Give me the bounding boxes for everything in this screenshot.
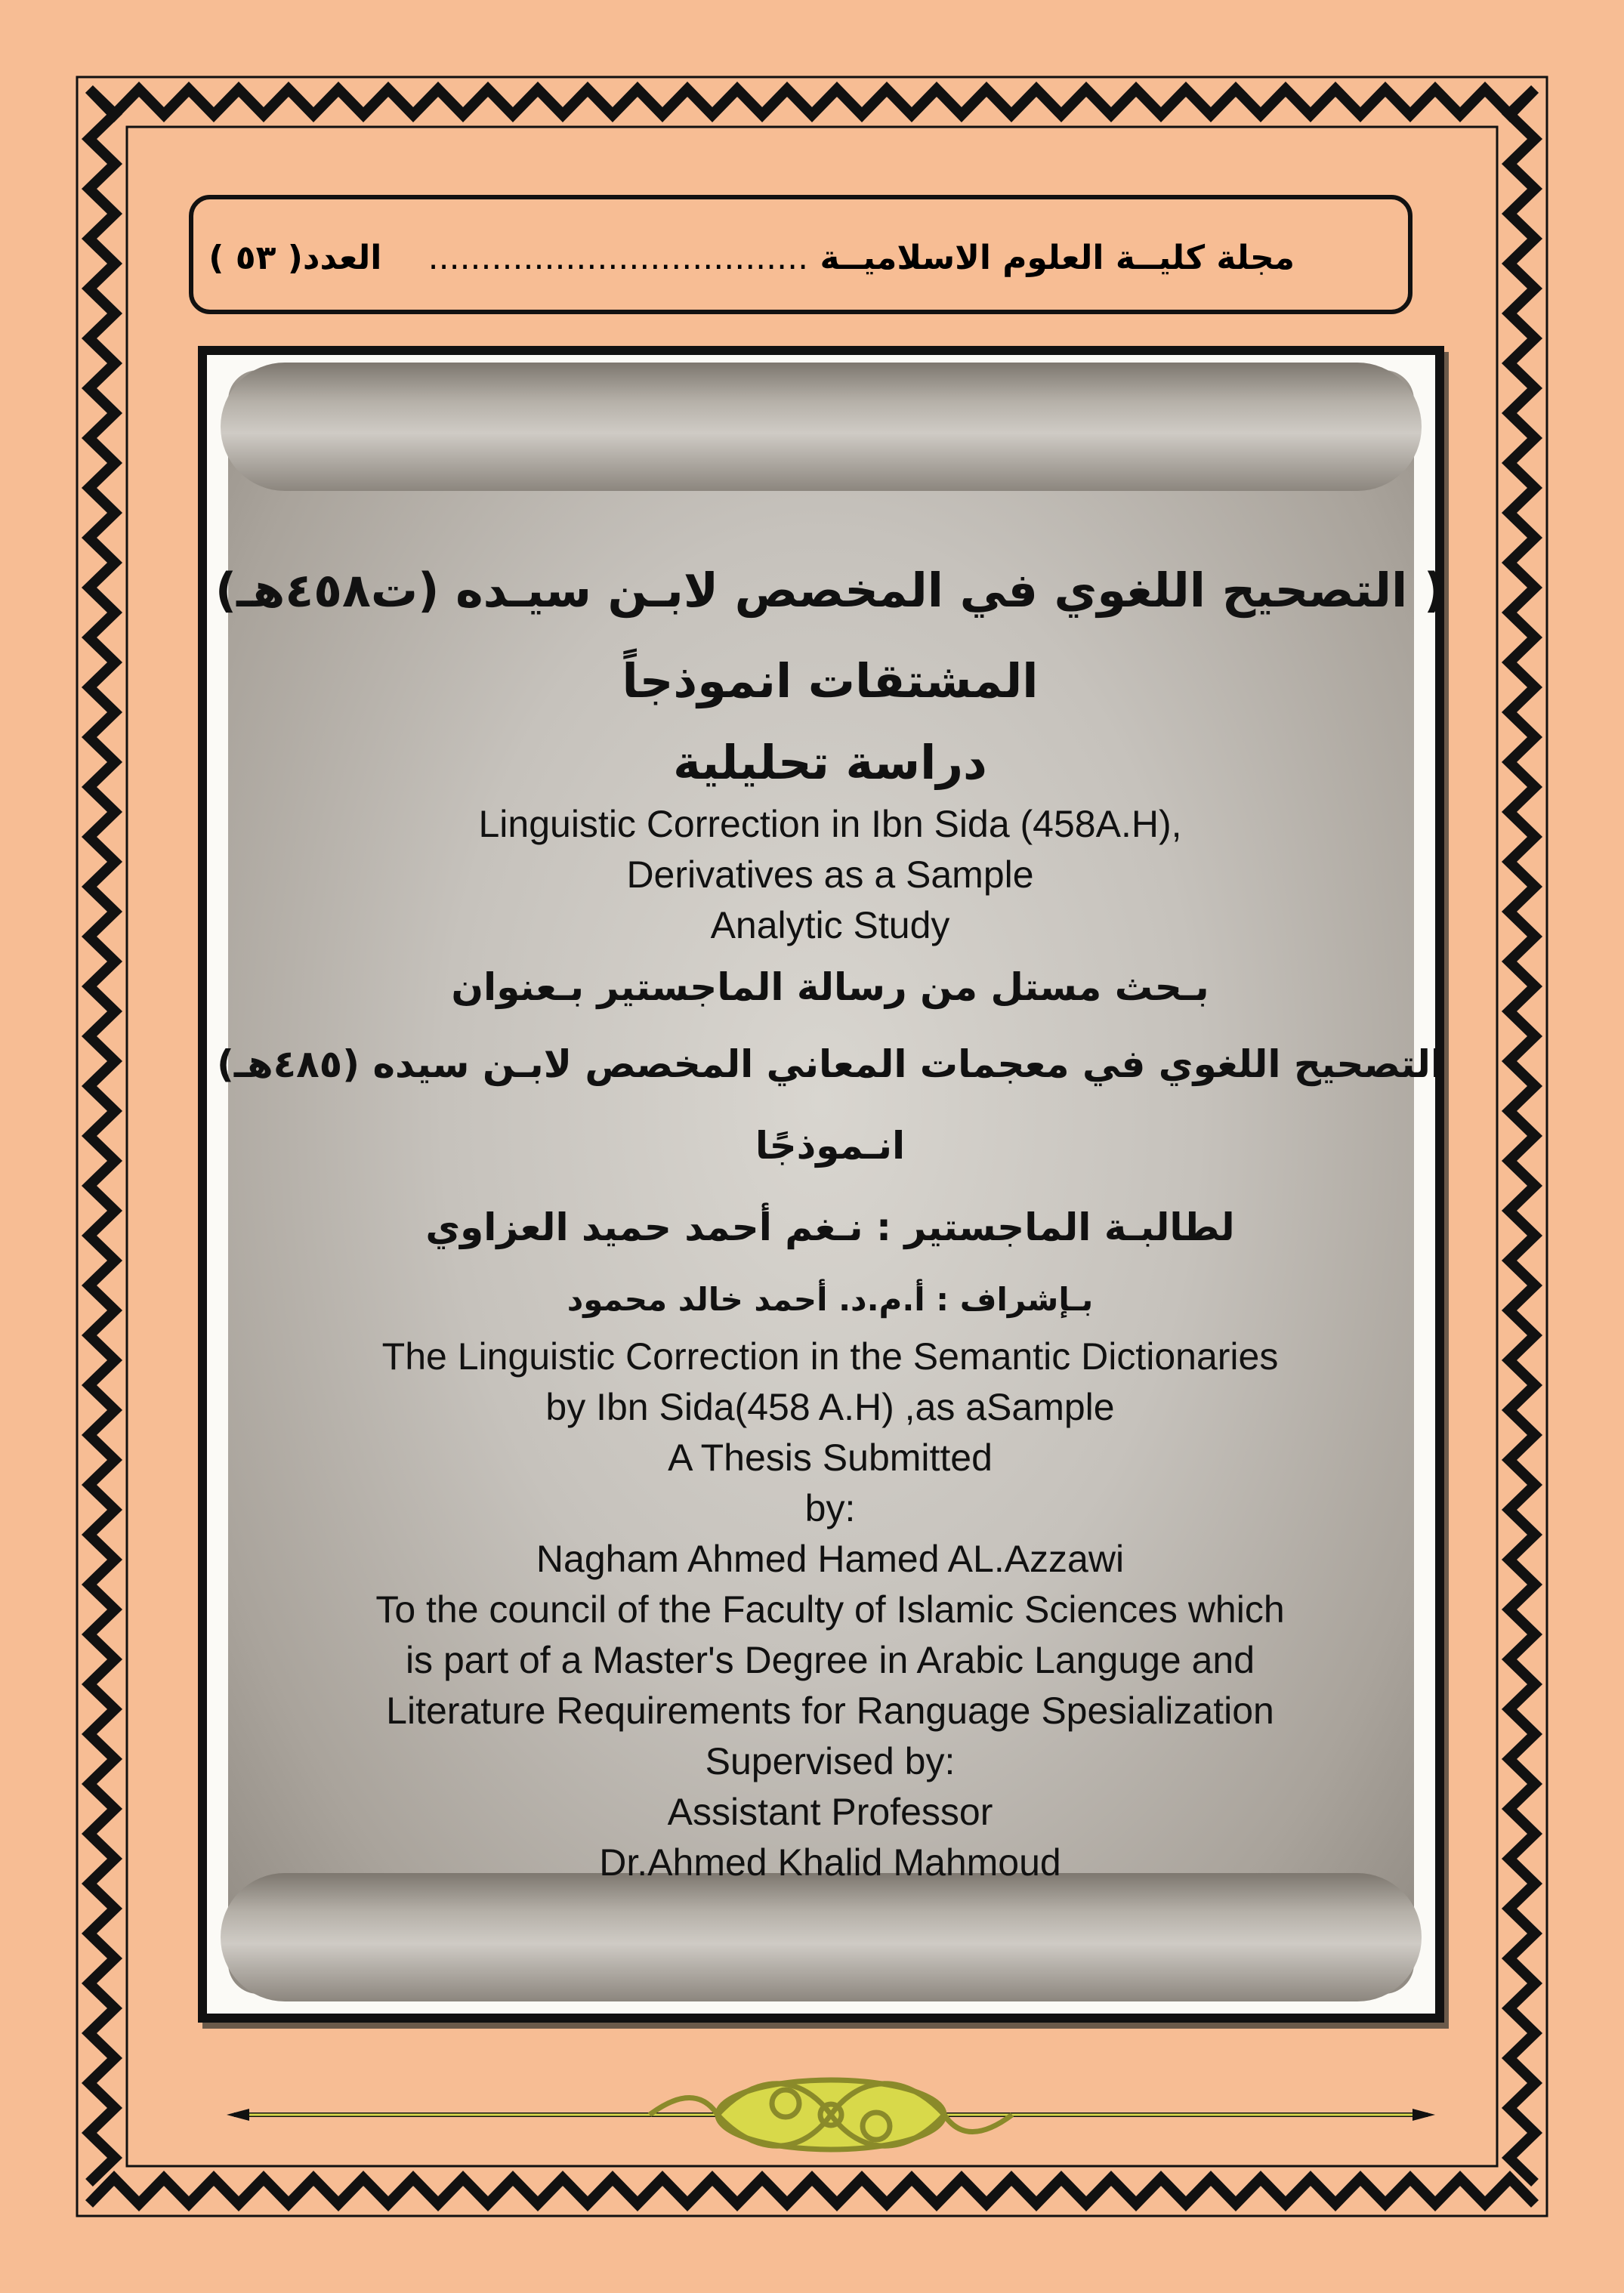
english-thesis-line-4: by: [804, 1487, 856, 1529]
ornamental-divider [227, 2069, 1435, 2160]
zigzag-border [1509, 89, 1535, 2183]
scroll-top-roll [221, 363, 1422, 491]
english-title-line-3: Analytic Study [710, 904, 950, 946]
english-thesis-line-2: by Ibn Sida(458 A.H) ,as aSample [545, 1386, 1115, 1428]
english-thesis-line-7: is part of a Master's Degree in Arabic Languge and [405, 1639, 1255, 1681]
english-supervisor-title: Assistant Professor [667, 1791, 993, 1833]
english-supervised-by: Supervised by: [705, 1740, 956, 1782]
arabic-thesis-line-3: انـموذجًا [755, 1124, 906, 1168]
arabic-title-line-1: ( التصحيح اللغوي في المخصص لابـن سيـده (ت٤٥٨هـ) [215, 563, 1446, 618]
zigzag-border [89, 89, 1535, 115]
arabic-thesis-line-1: بـحث مستل من رسالة الماجستير بـعنوان [451, 965, 1209, 1009]
arabic-student-name: لطالبـة الماجستير : نـغم أحمد حميد العزاوي [425, 1205, 1235, 1249]
issue-number: العدد( ٥٣ ) [208, 239, 382, 277]
arabic-title-line-2: المشتقات انموذجاً [622, 653, 1039, 708]
header-dots: .................................... [428, 239, 809, 277]
english-thesis-line-8: Literature Requirements for Ranguage Spesialization [386, 1690, 1274, 1732]
english-thesis-line-6: To the council of the Faculty of Islamic Sciences which [375, 1588, 1285, 1631]
title-content [207, 545, 1453, 1888]
journal-header-text [208, 239, 1295, 277]
arabic-thesis-line-2: التصحيح اللغوي في معجمات المعاني المخصص لابـن سيده (٤٨٥هـ) [217, 1042, 1443, 1086]
english-title-line-2: Derivatives as a Sample [626, 853, 1034, 896]
title-panel [198, 346, 1444, 2023]
scroll-bottom-roll [221, 1873, 1422, 2001]
journal-header [189, 195, 1413, 314]
english-supervisor-name: Dr.Ahmed Khalid Mahmoud [599, 1841, 1061, 1884]
english-thesis-line-1: The Linguistic Correction in the Semantic Dictionaries [381, 1335, 1279, 1378]
english-thesis-line-3: A Thesis Submitted [668, 1437, 993, 1479]
zigzag-border [89, 89, 115, 2183]
arabic-title-line-3: دراسة تحليلية [673, 735, 987, 790]
english-title-line-1: Linguistic Correction in Ibn Sida (458A.H), [478, 803, 1182, 845]
zigzag-border [89, 2178, 1535, 2204]
arabic-supervisor: بـإشراف : أ.م.د. أحمد خالد محمود [567, 1281, 1094, 1318]
journal-name: مجلة كليــة العلوم الاسلاميــة [820, 239, 1295, 277]
english-student-name: Nagham Ahmed Hamed AL.Azzawi [536, 1538, 1125, 1580]
